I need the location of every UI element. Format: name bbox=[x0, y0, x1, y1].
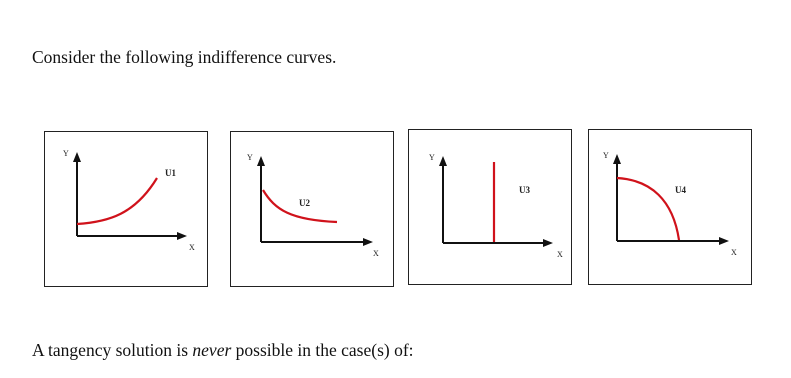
intro-text: Consider the following indifference curves. bbox=[32, 47, 337, 67]
graph-u2 bbox=[231, 132, 395, 288]
y-axis-label: Y bbox=[247, 153, 253, 162]
question-part-1: A tangency solution is bbox=[32, 340, 193, 360]
x-arrow-icon bbox=[543, 239, 553, 247]
y-axis-label: Y bbox=[603, 151, 609, 160]
y-arrow-icon bbox=[257, 156, 265, 166]
graph-u4 bbox=[589, 130, 753, 286]
panel-u2 bbox=[230, 131, 394, 287]
panel-u3 bbox=[408, 129, 572, 285]
x-axis-label: X bbox=[189, 243, 195, 252]
question-part-2: possible in the case(s) of: bbox=[231, 340, 414, 360]
graph-u1 bbox=[45, 132, 209, 288]
y-arrow-icon bbox=[73, 152, 81, 162]
panel-u4 bbox=[588, 129, 752, 285]
y-axis-label: Y bbox=[429, 153, 435, 162]
curve-label-u3: U3 bbox=[519, 185, 530, 195]
indifference-curve-u1 bbox=[77, 178, 157, 224]
x-arrow-icon bbox=[363, 238, 373, 246]
x-axis-label: X bbox=[731, 248, 737, 257]
graph-u3 bbox=[409, 130, 573, 286]
x-arrow-icon bbox=[177, 232, 187, 240]
y-axis-label: Y bbox=[63, 149, 69, 158]
y-arrow-icon bbox=[439, 156, 447, 166]
x-axis-label: X bbox=[373, 249, 379, 258]
panel-u1 bbox=[44, 131, 208, 287]
curve-label-u4: U4 bbox=[675, 185, 686, 195]
curve-label-u2: U2 bbox=[299, 198, 310, 208]
question-text bbox=[32, 340, 414, 361]
x-arrow-icon bbox=[719, 237, 729, 245]
question-emphasis: never bbox=[192, 340, 232, 360]
indifference-curve-u4 bbox=[617, 178, 679, 240]
y-arrow-icon bbox=[613, 154, 621, 164]
x-axis-label: X bbox=[557, 250, 563, 259]
curve-label-u1: U1 bbox=[165, 168, 176, 178]
